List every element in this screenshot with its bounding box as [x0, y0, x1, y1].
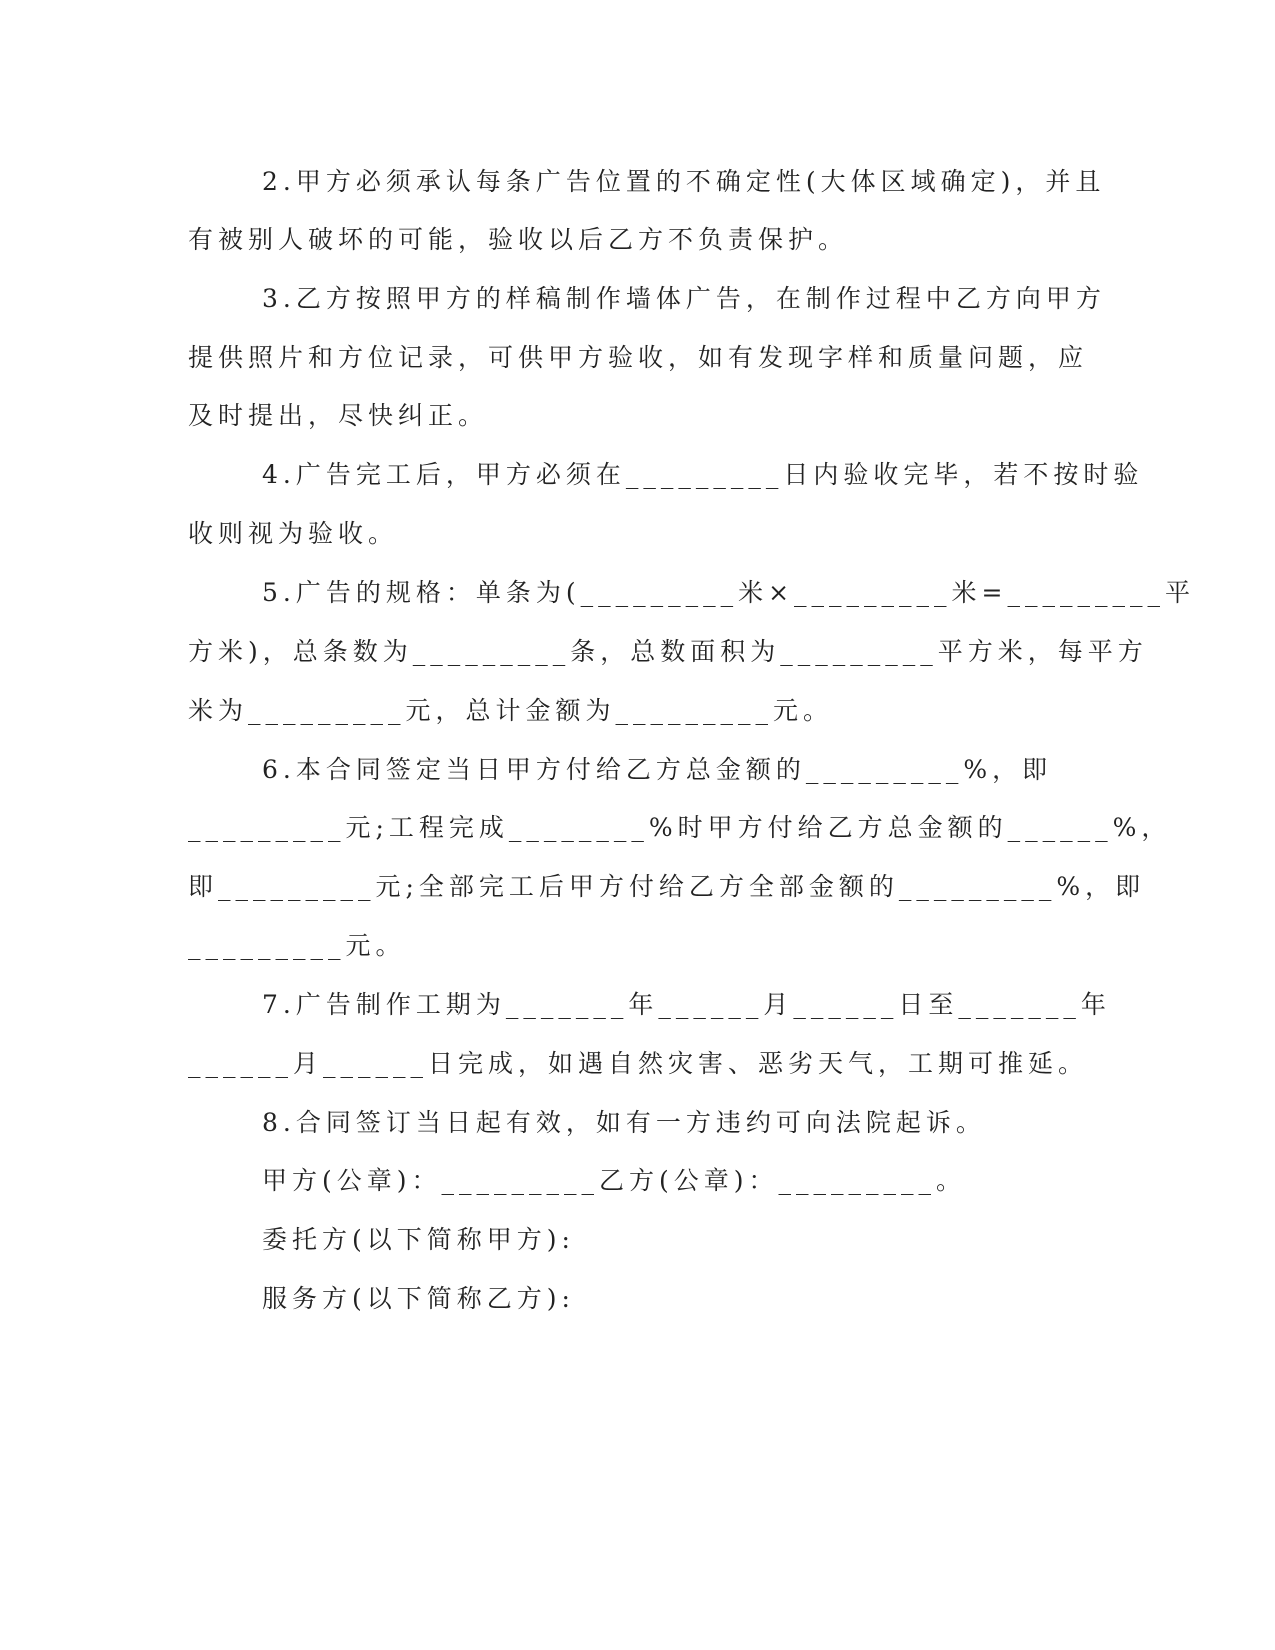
- clause-6-line-2: _________元;工程完成________%时甲方付给乙方总金额的______%，: [188, 813, 1172, 842]
- clause-2-line-2: 有被别人破坏的可能，验收以后乙方不负责保护。: [188, 225, 849, 254]
- clause-6-line-1: 6.本合同签定当日甲方付给乙方总金额的_________%，即: [262, 755, 1053, 784]
- clause-5-line-2: 方米)，总条数为_________条，总数面积为_________平方米，每平方: [188, 637, 1148, 666]
- clause-7-line-2: ______月______日完成，如遇自然灾害、恶劣天气，工期可推延。: [188, 1049, 1089, 1078]
- clause-7-line-1: 7.广告制作工期为_______年______月______日至_______年: [262, 990, 1111, 1019]
- clause-3-line-1: 3.乙方按照甲方的样稿制作墙体广告，在制作过程中乙方向甲方: [262, 284, 1106, 313]
- clause-2-line-1: 2.甲方必须承认每条广告位置的不确定性(大体区域确定)，并且: [262, 167, 1106, 196]
- clause-4-line-1: 4.广告完工后，甲方必须在_________日内验收完毕，若不按时验: [262, 460, 1144, 489]
- clause-6-line-3: 即_________元;全部完工后甲方付给乙方全部金额的_________%，即: [188, 872, 1146, 901]
- clause-4-line-2: 收则视为验收。: [188, 519, 399, 548]
- signature-line: 甲方(公章)：_________乙方(公章)：_________。: [262, 1166, 967, 1195]
- clause-8-line-1: 8.合同签订当日起有效，如有一方违约可向法院起诉。: [262, 1108, 986, 1137]
- clause-5-line-1: 5.广告的规格：单条为(_________米×_________米=_________平: [262, 578, 1196, 607]
- service-party-line: 服务方(以下简称乙方):: [262, 1284, 575, 1313]
- clause-5-line-3: 米为_________元，总计金额为_________元。: [188, 696, 834, 725]
- clause-3-line-3: 及时提出，尽快纠正。: [188, 401, 489, 430]
- clause-6-line-4: _________元。: [188, 931, 406, 960]
- clause-3-line-2: 提供照片和方位记录，可供甲方验收，如有发现字样和质量问题，应: [188, 343, 1089, 372]
- client-party-line: 委托方(以下简称甲方):: [262, 1225, 575, 1254]
